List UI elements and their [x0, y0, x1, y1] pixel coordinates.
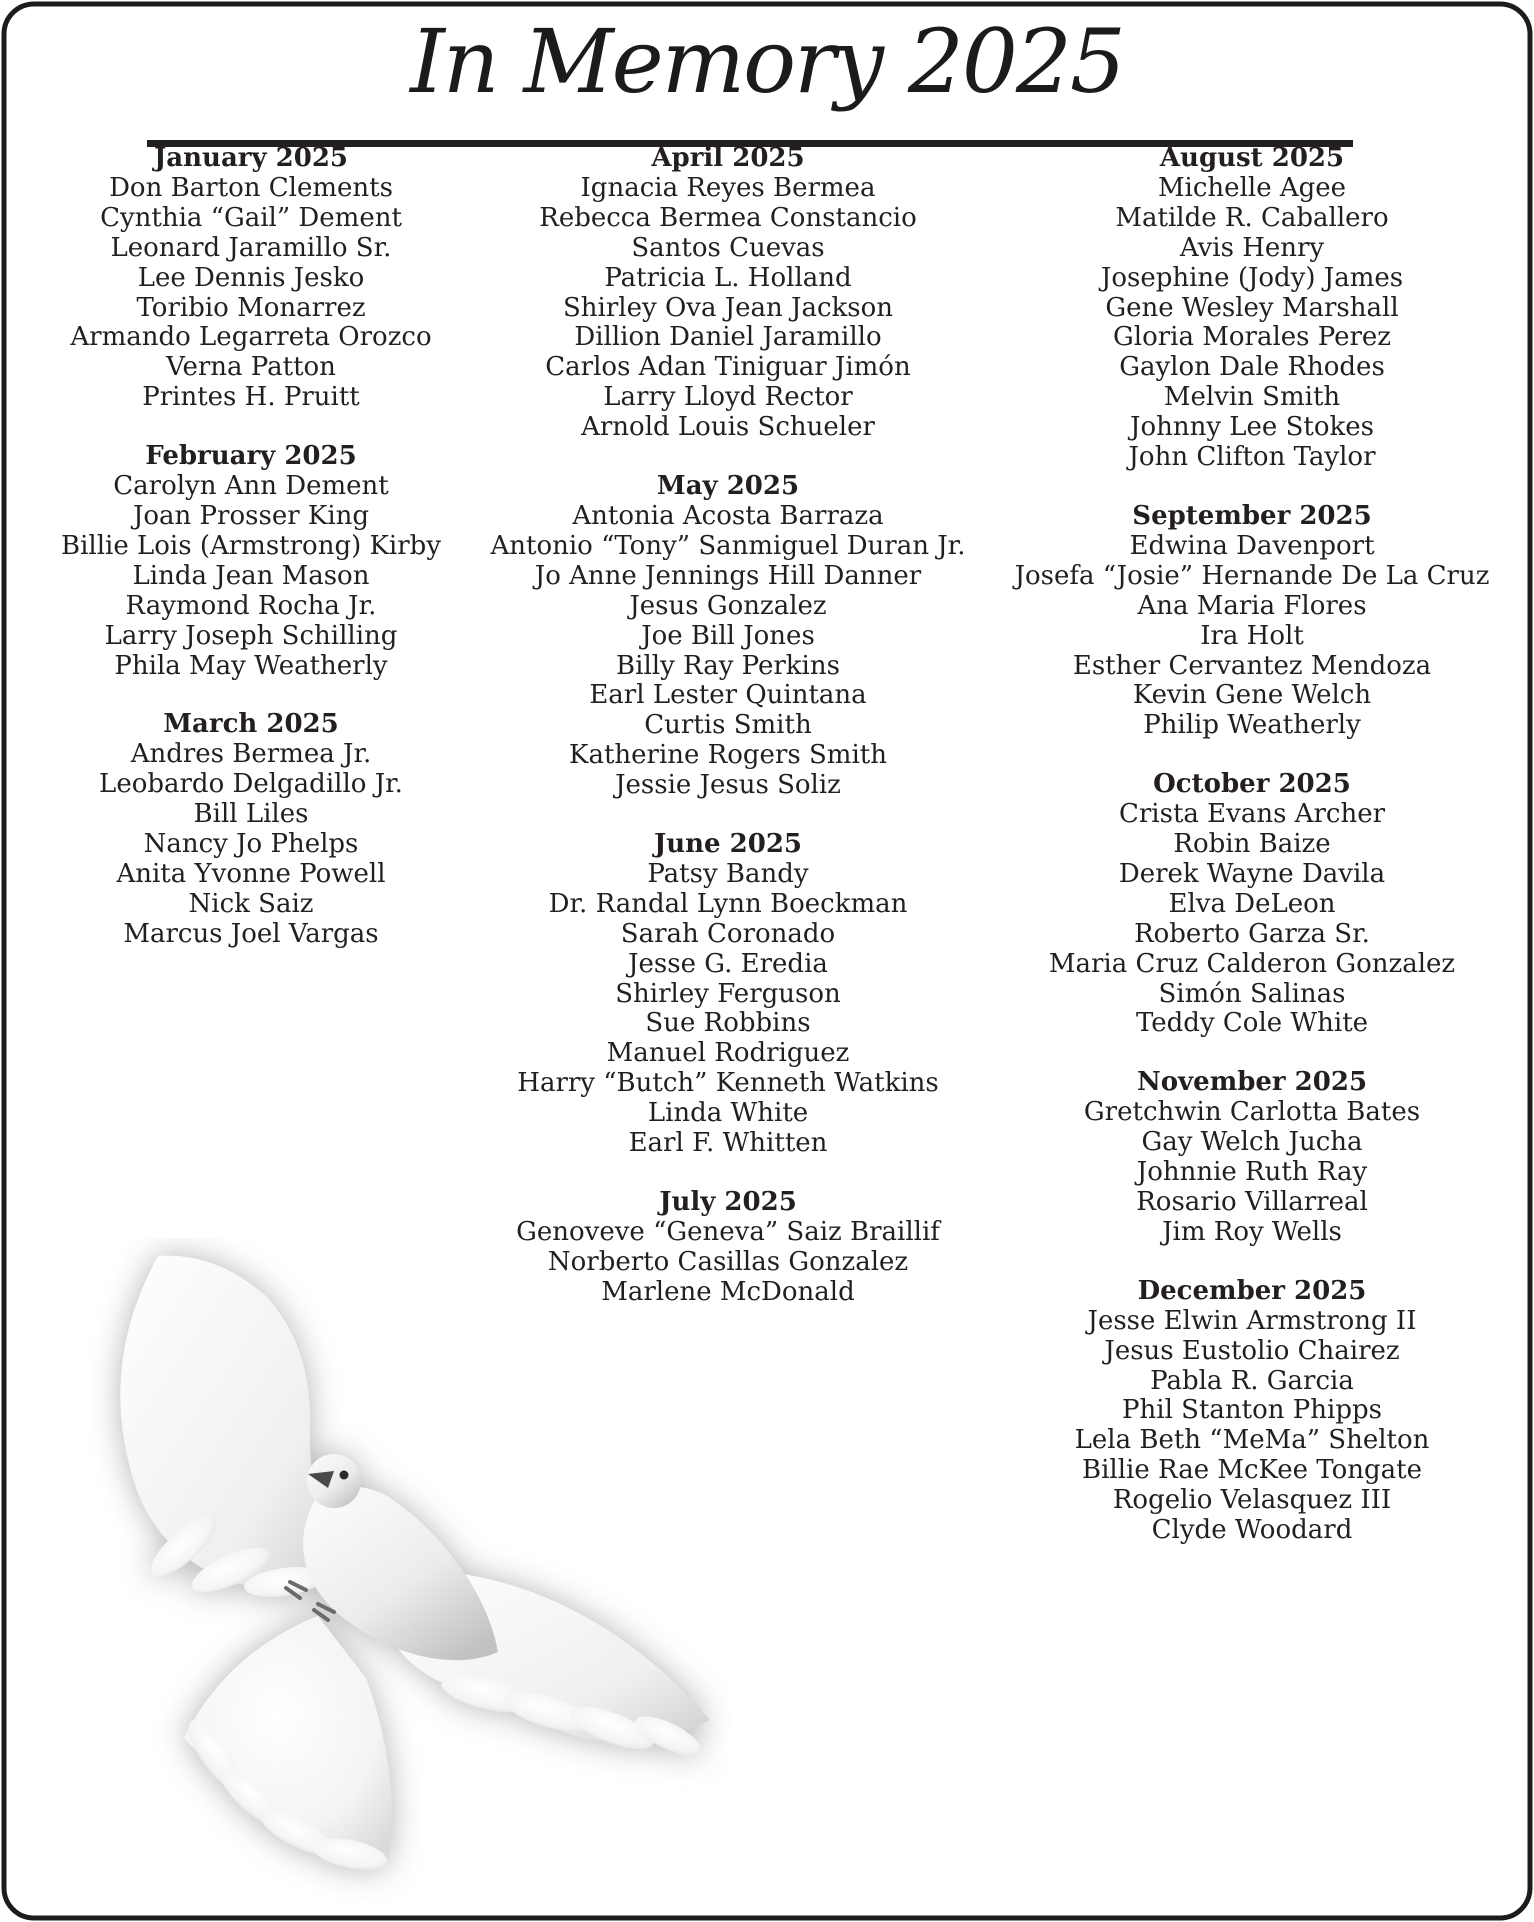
memorial-name: Josefa “Josie” Hernande De La Cruz	[1014, 560, 1490, 591]
memorial-name: Billie Rae McKee Tongate	[1082, 1455, 1422, 1486]
memorial-name: Armando Legarreta Orozco	[70, 322, 432, 353]
month-section	[36, 144, 466, 413]
memorial-name: Toribio Monarrez	[136, 292, 366, 323]
memorial-name: Roberto Garza Sr.	[1134, 918, 1370, 949]
memorial-name: Pabla R. Garcia	[1150, 1365, 1354, 1396]
memorial-name: Leonard Jaramillo Sr.	[110, 232, 392, 263]
month-section	[36, 442, 466, 681]
memorial-name: Katherine Rogers Smith	[569, 740, 887, 771]
memorial-name: Elva DeLeon	[1168, 888, 1336, 919]
tail-feather	[310, 1832, 390, 1875]
memorial-name: Shirley Ferguson	[615, 978, 841, 1009]
month-header: August 2025	[1159, 143, 1345, 173]
month-section	[36, 710, 466, 949]
month-header: September 2025	[1132, 500, 1372, 531]
memorial-name: Manuel Rodriguez	[606, 1038, 850, 1069]
memorial-name: Gay Welch Jucha	[1141, 1127, 1363, 1158]
memorial-name: Marcus Joel Vargas	[123, 918, 379, 949]
wing-feather	[566, 1698, 659, 1758]
memorial-name: Phila May Weatherly	[114, 650, 388, 681]
month-section	[978, 502, 1526, 741]
column-apr-jul	[458, 144, 998, 1337]
memorial-name: Dillion Daniel Jaramillo	[574, 322, 882, 353]
memorial-name: Shirley Ova Jean Jackson	[562, 292, 894, 323]
memorial-name: Linda Jean Mason	[132, 560, 370, 591]
memorial-name: Billie Lois (Armstrong) Kirby	[60, 530, 442, 561]
dove-foot	[286, 1582, 306, 1598]
memorial-name: John Clifton Taylor	[1128, 442, 1376, 473]
memorial-name: Jessie Jesus Soliz	[615, 770, 841, 801]
memorial-name: Matilde R. Caballero	[1115, 202, 1389, 233]
memorial-name: Michelle Agee	[1157, 172, 1347, 203]
wing-feather	[242, 1563, 325, 1602]
memorial-name: Jo Anne Jennings Hill Danner	[534, 560, 922, 591]
memorial-name: Curtis Smith	[644, 710, 812, 741]
month-header: October 2025	[1153, 769, 1351, 800]
memorial-name: Antonio “Tony” Sanmiguel Duran Jr.	[490, 530, 966, 561]
wing-feather	[630, 1709, 706, 1764]
memorial-name: Patricia L. Holland	[604, 262, 852, 293]
memorial-name: Antonia Acosta Barraza	[572, 500, 884, 531]
month-header: April 2025	[651, 143, 805, 173]
wing-feather	[187, 1539, 276, 1601]
memorial-name: Jesse Elwin Armstrong II	[1087, 1305, 1417, 1336]
month-header: February 2025	[145, 441, 357, 472]
month-section	[978, 1277, 1526, 1546]
month-header: December 2025	[1137, 1275, 1367, 1306]
month-section	[458, 144, 998, 443]
column-jan-mar	[36, 144, 466, 979]
month-header: January 2025	[153, 143, 349, 173]
memorial-name: Larry Joseph Schilling	[104, 620, 398, 651]
memorial-name: Earl F. Whitten	[628, 1128, 828, 1159]
tail-feather	[180, 1713, 248, 1795]
month-section	[458, 1188, 998, 1308]
memorial-name: Ira Holt	[1200, 620, 1304, 651]
memorial-name: Bill Liles	[193, 799, 309, 830]
wing-feather	[500, 1684, 597, 1740]
dove-beak	[308, 1471, 334, 1488]
column-aug-dec	[978, 144, 1526, 1575]
dove-body-group	[120, 1256, 710, 1876]
dove-foot	[314, 1604, 334, 1620]
memorial-name: Andres Bermea Jr.	[130, 739, 372, 770]
dove-eye	[340, 1471, 349, 1480]
memorial-name: Teddy Cole White	[1135, 1008, 1369, 1039]
dove-body	[303, 1486, 498, 1660]
month-section	[458, 472, 998, 801]
page-title: In Memory 2025	[410, 10, 1124, 113]
memorial-name: Derek Wayne Davila	[1118, 858, 1386, 889]
dove-upper-wing	[120, 1256, 342, 1589]
memorial-name: Nancy Jo Phelps	[143, 829, 359, 860]
memorial-name: Sarah Coronado	[620, 918, 836, 949]
memorial-name: Anita Yvonne Powell	[116, 858, 386, 889]
memorial-name: Leobardo Delgadillo Jr.	[99, 769, 403, 800]
month-section	[978, 144, 1526, 473]
memorial-name: Billy Ray Perkins	[616, 650, 840, 681]
memorial-name: Sue Robbins	[645, 1008, 811, 1039]
month-header: June 2025	[653, 829, 803, 860]
memorial-name: Genoveve “Geneva” Saiz Braillif	[516, 1216, 940, 1247]
memorial-name: Lela Beth “MeMa” Shelton	[1074, 1425, 1430, 1456]
memorial-name: Johnnie Ruth Ray	[1136, 1157, 1368, 1188]
memorial-name: Simón Salinas	[1158, 978, 1346, 1009]
memorial-name: Ignacia Reyes Bermea	[580, 172, 876, 203]
month-header: March 2025	[163, 709, 339, 740]
memorial-name: Crista Evans Archer	[1118, 799, 1386, 830]
memorial-name: Raymond Rocha Jr.	[125, 590, 377, 621]
month-header: July 2025	[659, 1187, 797, 1217]
dove-image	[66, 1238, 730, 1902]
memorial-name: Carlos Adan Tiniguar Jimón	[545, 352, 911, 383]
memorial-name: Avis Henry	[1179, 232, 1325, 263]
memorial-name: Robin Baize	[1173, 829, 1331, 860]
memorial-name: Philip Weatherly	[1143, 710, 1361, 741]
memorial-name: Marlene McDonald	[601, 1276, 855, 1307]
dove-head	[307, 1454, 361, 1508]
memorial-name: Maria Cruz Calderon Gonzalez	[1048, 948, 1456, 979]
memorial-name: Jim Roy Wells	[1162, 1216, 1342, 1247]
memorial-name: Verna Patton	[166, 352, 336, 383]
memorial-name: Santos Cuevas	[631, 232, 825, 263]
memorial-name: Kevin Gene Welch	[1132, 680, 1372, 711]
month-section	[978, 1068, 1526, 1247]
memorial-name: Gene Wesley Marshall	[1105, 292, 1399, 323]
memorial-name: Clyde Woodard	[1151, 1515, 1353, 1546]
memorial-name: Nick Saiz	[188, 888, 314, 919]
memorial-name: Jesus Eustolio Chairez	[1104, 1335, 1400, 1366]
memorial-name: Edwina Davenport	[1129, 530, 1375, 561]
memorial-name: Melvin Smith	[1163, 382, 1341, 413]
memorial-name: Larry Lloyd Rector	[603, 382, 853, 413]
memorial-name: Jesse G. Eredia	[628, 948, 828, 979]
memorial-name: Gloria Morales Perez	[1113, 322, 1391, 353]
memorial-name: Gretchwin Carlotta Bates	[1083, 1097, 1421, 1128]
memorial-name: Harry “Butch” Kenneth Watkins	[517, 1068, 939, 1099]
month-header: May 2025	[656, 471, 800, 502]
memorial-name: Norberto Casillas Gonzalez	[547, 1246, 909, 1277]
month-header: November 2025	[1136, 1067, 1368, 1098]
wing-feather	[438, 1668, 535, 1719]
memorial-name: Joe Bill Jones	[641, 620, 815, 651]
memorial-name: Carolyn Ann Dement	[113, 471, 389, 502]
tail-feather	[254, 1801, 338, 1863]
memorial-name: Cynthia “Gail” Dement	[100, 202, 402, 233]
month-section	[978, 770, 1526, 1039]
memorial-name: Linda White	[647, 1098, 809, 1129]
dove-tail-fan	[184, 1616, 392, 1862]
memorial-name: Don Barton Clements	[109, 172, 393, 203]
memorial-name: Ana Maria Flores	[1137, 590, 1367, 621]
memorial-name: Rogelio Velasquez III	[1112, 1485, 1392, 1516]
memorial-name: Rebecca Bermea Constancio	[539, 202, 917, 233]
memorial-name: Joan Prosser King	[132, 500, 370, 531]
tail-feather	[212, 1758, 289, 1834]
memorial-name: Dr. Randal Lynn Boeckman	[548, 888, 908, 919]
month-section	[458, 830, 998, 1159]
wing-feather	[143, 1507, 225, 1586]
memorial-name: Gaylon Dale Rhodes	[1119, 352, 1385, 383]
memorial-name: Rosario Villarreal	[1136, 1187, 1368, 1217]
memorial-name: Printes H. Pruitt	[142, 382, 360, 413]
memorial-name: Patsy Bandy	[647, 858, 809, 889]
memorial-name: Jesus Gonzalez	[629, 590, 827, 621]
memorial-name: Phil Stanton Phipps	[1122, 1395, 1382, 1426]
memorial-name: Johnny Lee Stokes	[1130, 412, 1374, 443]
memorial-name: Arnold Louis Schueler	[581, 412, 875, 443]
memorial-name: Esther Cervantez Mendoza	[1072, 650, 1432, 681]
memorial-name: Earl Lester Quintana	[589, 680, 867, 711]
dove-right-wing	[380, 1569, 710, 1741]
memorial-name: Lee Dennis Jesko	[137, 262, 365, 293]
memorial-name: Josephine (Jody) James	[1100, 262, 1404, 293]
